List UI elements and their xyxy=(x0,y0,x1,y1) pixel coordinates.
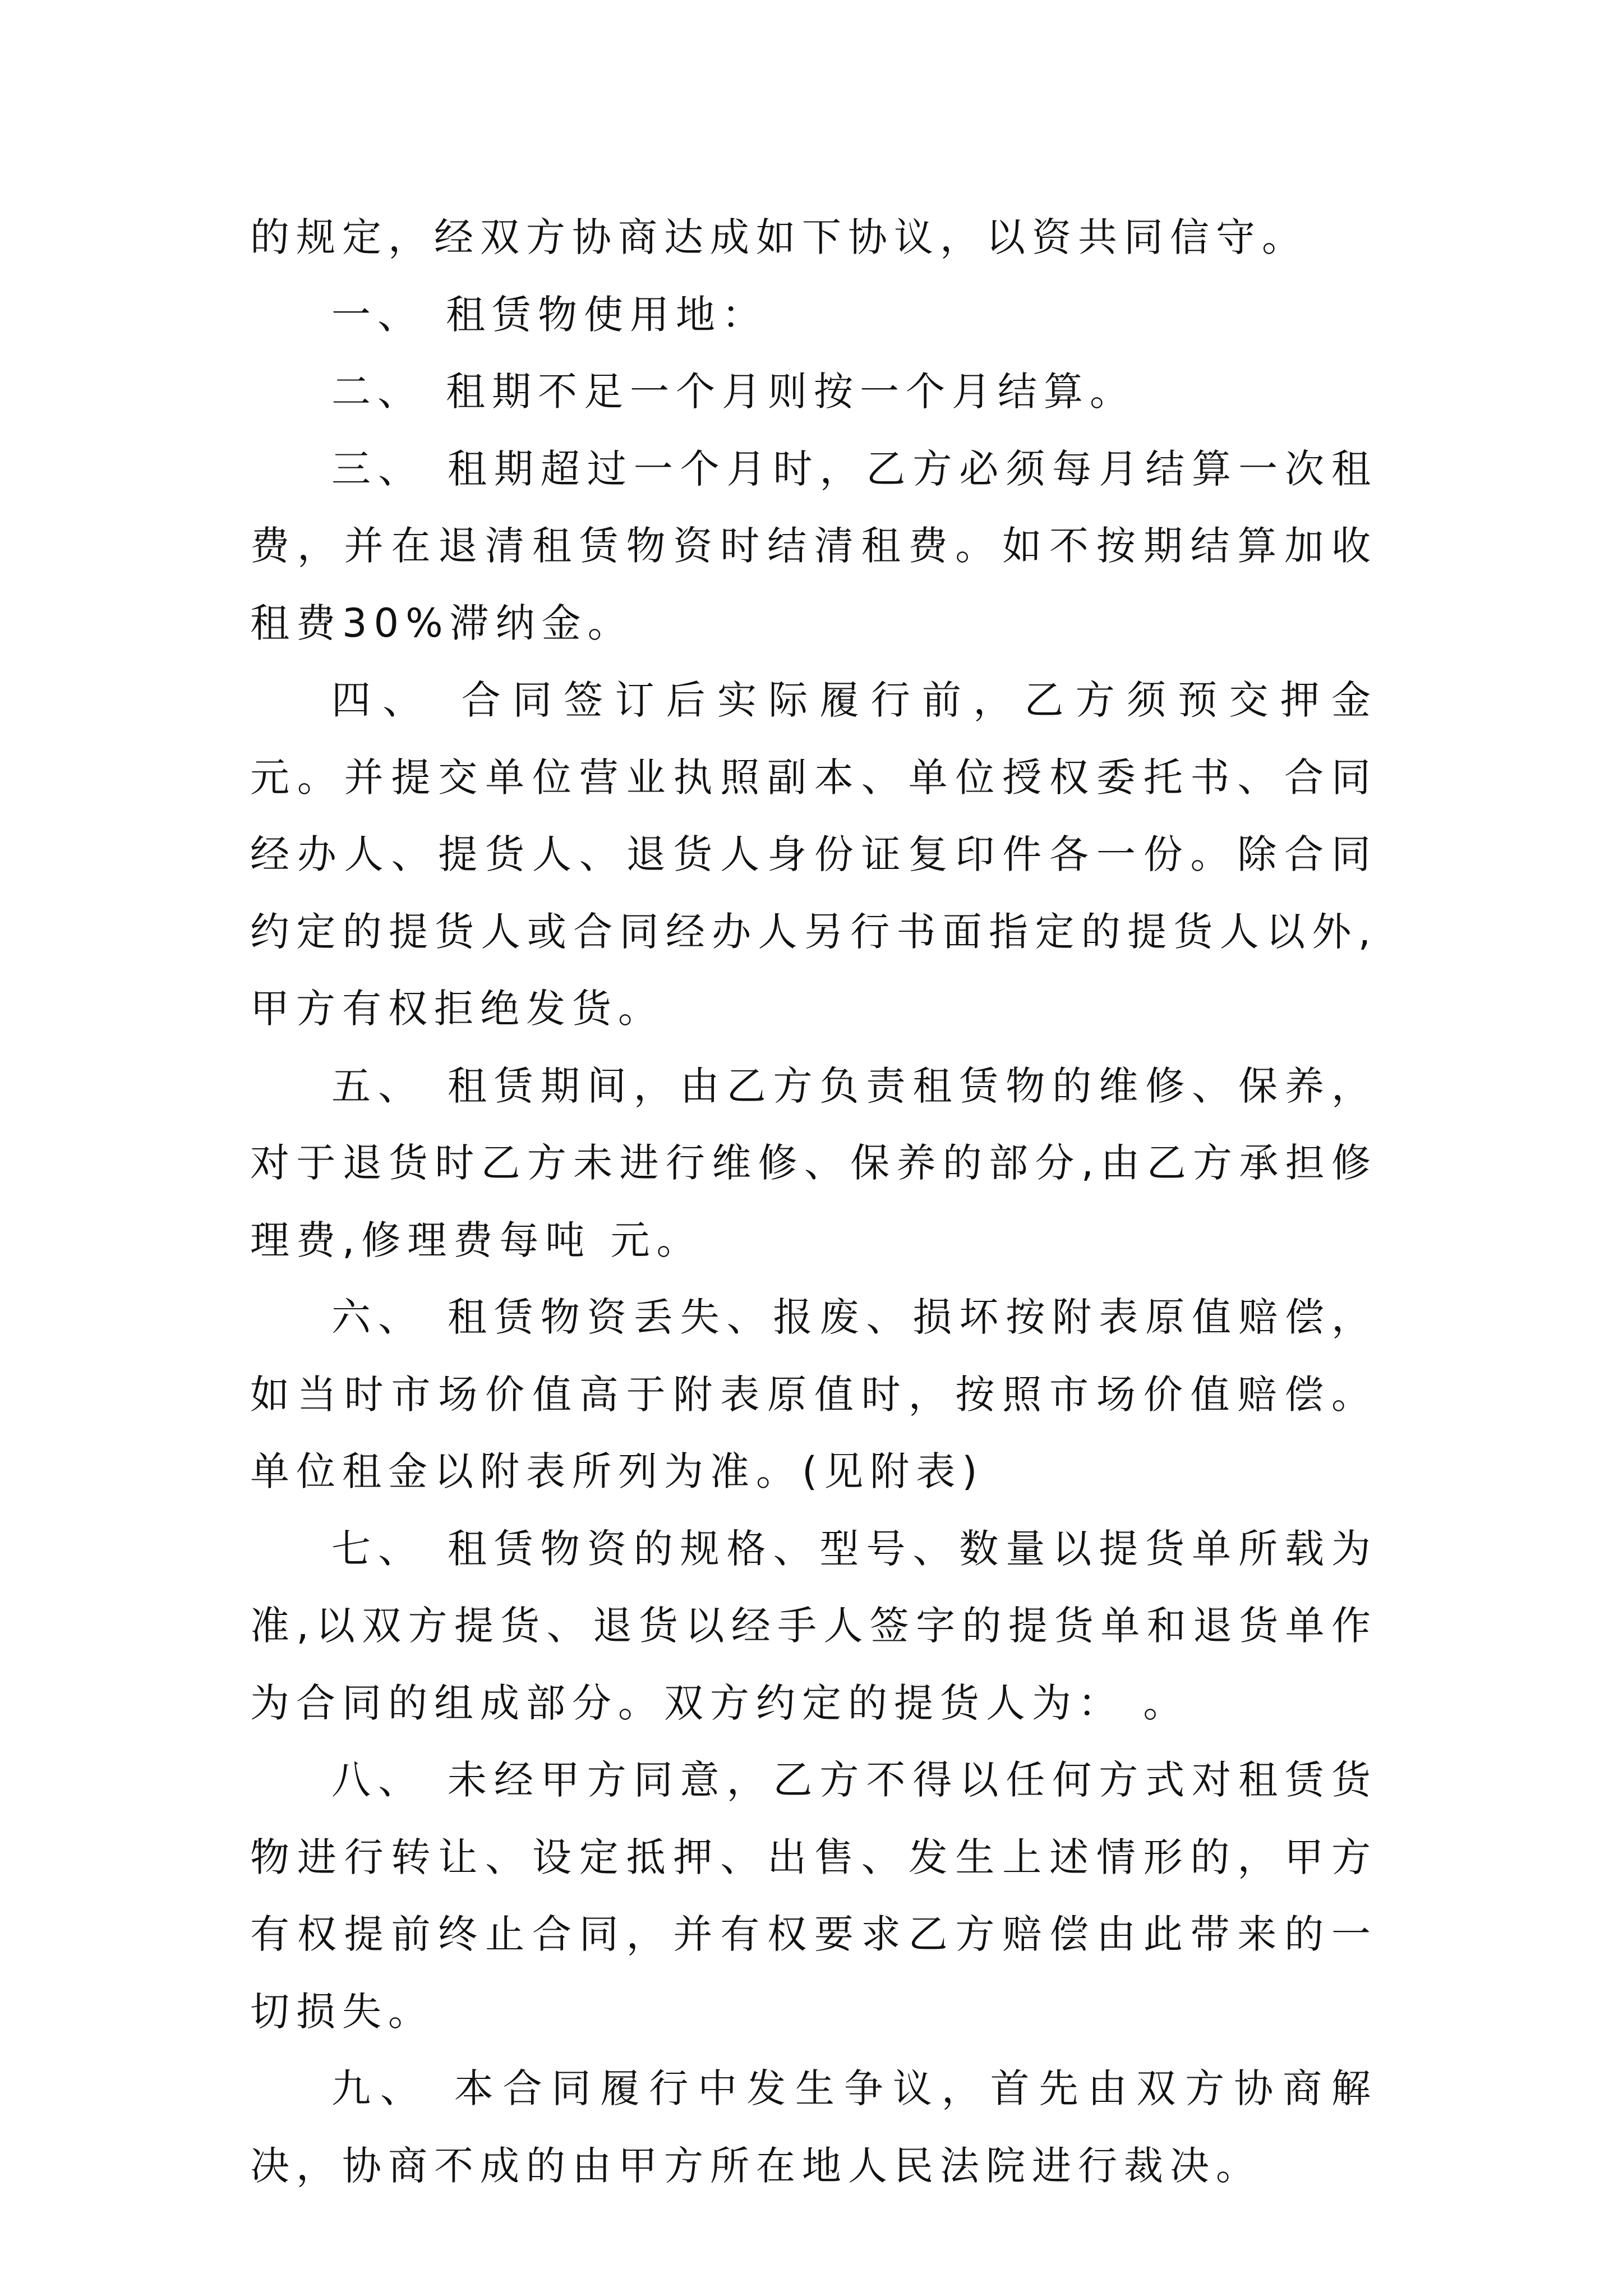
clause-number: 一、 xyxy=(331,291,423,338)
clause-text: 租赁期间，由乙方负责租赁物的维修、保养，对于退货时乙方未进行维修、保养的部分,由乙方承担修理费,修理费每吨 元。 xyxy=(250,1062,1378,1263)
clause-4 xyxy=(250,662,1377,1048)
clause-text: 租期不足一个月则按一个月结算。 xyxy=(446,369,1136,415)
clause-number: 六、 xyxy=(331,1294,425,1340)
clause-text: 租期超过一个月时，乙方必须每月结算一次租费，并在退清租赁物资时结清租费。如不按期结算加收租费30%滞纳金。 xyxy=(250,445,1378,646)
clause-text: 未经甲方同意，乙方不得以任何方式对租赁货物进行转让、设定抵押、出售、发生上述情形的，甲方有权提前终止合同，并有权要求乙方赔偿由此带来的一切损失。 xyxy=(250,1757,1378,2035)
clause-7 xyxy=(250,1511,1377,1742)
clause-text: 租赁物资丢失、报废、损坏按附表原值赔偿，如当时市场价值高于附表原值时，按照市场价值赔偿。单位租金以附表所列为准。(见附表) xyxy=(250,1294,1378,1494)
clause-number: 四、 xyxy=(331,677,434,723)
clause-2 xyxy=(250,353,1377,431)
clause-6 xyxy=(250,1279,1377,1511)
clause-text: 租赁物使用地： xyxy=(446,291,768,338)
clause-5 xyxy=(250,1048,1377,1280)
clause-number: 八、 xyxy=(331,1757,425,1803)
clause-text: 租赁物资的规格、型号、数量以提货单所载为准,以双方提货、退货以经手人签字的提货单和退货单作为合同的组成部分。双方约定的提货人为： 。 xyxy=(250,1525,1378,1726)
clause-8 xyxy=(250,1742,1377,2050)
clause-number: 七、 xyxy=(331,1525,425,1572)
clause-text: 合同签订后实际履行前，乙方须预交押金 元。并提交单位营业执照副本、单位授权委托书、合同经办人、提货人、退货人身份证复印件各一份。除合同约定的提货人或合同经办人另行书面指定的提货人以外,甲方有权拒绝发货。 xyxy=(250,677,1377,1032)
clause-number: 五、 xyxy=(331,1062,425,1109)
contract-body xyxy=(250,199,1377,2205)
clause-9 xyxy=(250,2050,1377,2205)
clause-number: 三、 xyxy=(331,445,425,492)
clause-1 xyxy=(250,277,1377,354)
clause-text: 本合同履行中发生争议，首先由双方协商解决，协商不成的由甲方所在地人民法院进行裁决。 xyxy=(250,2065,1378,2189)
clause-number: 二、 xyxy=(331,369,423,415)
clause-number: 九、 xyxy=(331,2065,429,2111)
clause-3 xyxy=(250,431,1377,662)
intro-paragraph: 的规定，经双方协商达成如下协议，以资共同信守。 xyxy=(250,214,1308,260)
